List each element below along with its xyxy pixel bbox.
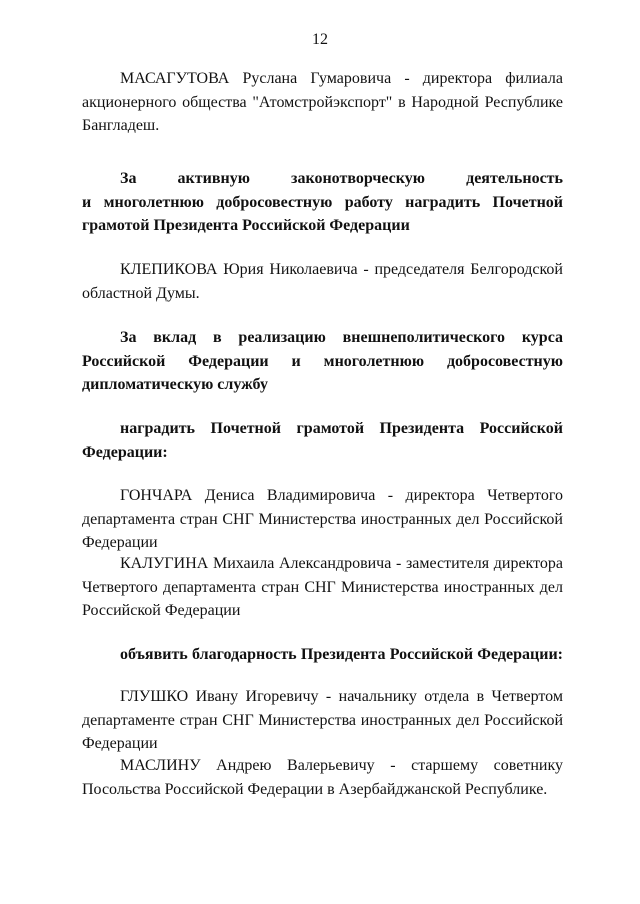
text-line: Четвертого департамента стран СНГ Министерства иностранных дел (82, 578, 563, 596)
award-heading-legislative (82, 167, 563, 238)
page-number: 12 (312, 31, 328, 48)
award-entry-glushko (82, 685, 563, 756)
award-heading-gratitude (82, 643, 563, 667)
text-line: акционерного общества "Атомстройэкспорт" в Народной Республике (82, 93, 563, 111)
text-line: Федерации (82, 534, 158, 551)
award-entry-gonchar (82, 484, 563, 555)
text-line: Российской Федерации (82, 602, 241, 619)
text-line: и многолетнюю добросовестную работу наградить Почетной (82, 193, 563, 211)
award-entry-kalugin (82, 552, 563, 623)
award-entry-klepikov (82, 258, 563, 305)
award-entry-maslin (82, 754, 563, 801)
text-line: За вклад в реализацию внешнеполитического курса (120, 329, 563, 346)
text-line: наградить Почетной грамотой Президента Российской (120, 420, 563, 437)
text-line: За активную законотворческую деятельность (120, 170, 563, 187)
text-line: МАСАГУТОВА Руслана Гумаровича - директора филиала (120, 70, 563, 87)
text-line: Российской Федерации и многолетнюю добросовестную (82, 352, 563, 370)
text-line: Федерации (82, 735, 158, 752)
text-line: грамотой Президента Российской Федерации (82, 217, 410, 234)
text-line: Посольства Российской Федерации в Азербайджанской Республике. (82, 780, 548, 798)
text-line: КАЛУГИНА Михаила Александровича - заместителя директора (120, 555, 563, 572)
text-line: объявить благодарность Президента Российской Федерации: (120, 646, 563, 663)
text-line: КЛЕПИКОВА Юрия Николаевича - председателя Белгородской (120, 261, 563, 278)
text-line: департамента стран СНГ Министерства иностранных дел Российской (82, 510, 563, 528)
text-line: департаменте стран СНГ Министерства иностранных дел Российской (82, 711, 563, 729)
award-heading-diplomatic (82, 326, 563, 397)
text-line: ГЛУШКО Ивану Игоревичу - начальнику отдела в Четвертом (120, 688, 563, 705)
award-heading-gramota (82, 417, 563, 464)
text-line: ГОНЧАРА Дениса Владимировича - директора Четвертого (120, 487, 563, 504)
text-line: МАСЛИНУ Андрею Валерьевичу - старшему советнику (120, 757, 563, 774)
award-entry-masagutov (82, 67, 563, 138)
text-line: областной Думы. (82, 284, 200, 302)
text-line: Бангладеш. (82, 117, 160, 134)
text-line: дипломатическую службу (82, 376, 268, 393)
text-line: Федерации: (82, 443, 168, 461)
